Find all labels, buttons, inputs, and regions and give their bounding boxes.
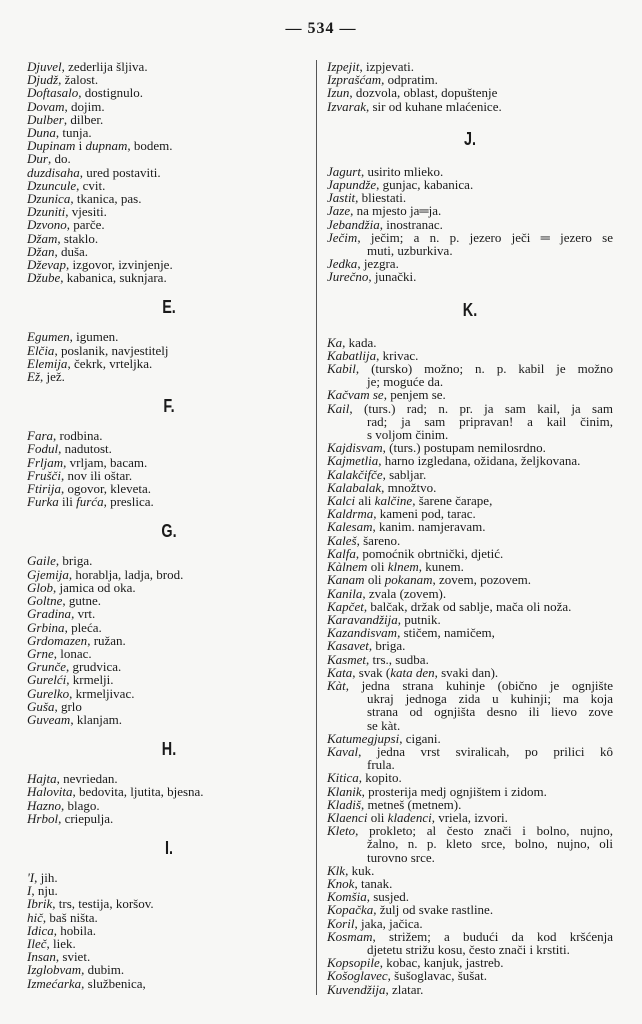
entry-definition: , nadutost.	[58, 441, 112, 457]
entry-definition: , vjesiti.	[65, 204, 107, 220]
entry-headword: Kopsopile	[327, 955, 380, 971]
entry-definition: oli	[364, 572, 385, 588]
entry-headword: Kajmetlia	[327, 453, 379, 469]
entry-definition: , zovem, pozovem.	[432, 572, 532, 588]
section-letter-heading: G.	[161, 521, 177, 542]
entry-definition: , grlo	[54, 698, 82, 714]
entry-definition: , jezgra.	[357, 256, 399, 272]
dictionary-entry	[327, 930, 613, 956]
entry-definition: djetetu strižu kosu, često znači i krstiti.	[367, 941, 570, 957]
entry-definition: , usirito mlieko.	[360, 163, 444, 179]
entry-definition: , vriela, izvori.	[431, 809, 508, 825]
section-letter-heading: H.	[161, 739, 177, 760]
entry-definition: , svaki dan).	[434, 664, 499, 680]
entry-line	[327, 100, 613, 113]
entry-headword: Kuvendžija	[327, 981, 386, 997]
dictionary-entry	[327, 231, 613, 257]
section-letter-heading: F.	[163, 396, 175, 417]
entry-definition: , dozvola, oblast, dopuštenje	[349, 85, 498, 101]
entry-definition: , pomoćnik obrtnički, djetić.	[355, 545, 504, 561]
entry-definition: , žulj od svake rastline.	[373, 902, 494, 918]
entry-definition: , šareno.	[356, 532, 401, 548]
entry-definition: , do.	[47, 151, 71, 167]
entry-definition: , cvit.	[76, 177, 106, 193]
entry-definition: , odpratim.	[381, 72, 438, 88]
entry-headword: Kata	[327, 664, 353, 680]
entry-definition: , nju.	[31, 883, 58, 899]
entry-definition: , službenica,	[81, 975, 146, 991]
entry-definition: , sviet.	[55, 949, 91, 965]
entry-line	[27, 495, 311, 508]
entry-headword: Kàt	[327, 677, 346, 693]
column-divider	[316, 60, 317, 995]
entry-headword: Komšia	[327, 889, 367, 905]
entry-definition: , pleća.	[64, 619, 102, 635]
entry-headword: Dževap	[27, 257, 66, 273]
entry-definition: , kuk.	[345, 862, 375, 878]
entry-headword: Gradina	[27, 606, 72, 622]
entry-headword: kladenci	[387, 809, 432, 825]
entry-headword: Kasmet	[327, 651, 366, 667]
entry-headword: Dovam	[27, 98, 65, 114]
entry-headword: Ež	[27, 369, 40, 385]
entry-definition: , briga.	[368, 638, 406, 654]
entry-definition: , metneš (metnem).	[360, 796, 462, 812]
entry-definition: , množtvo.	[381, 479, 437, 495]
entry-headword: Kasavet	[327, 638, 369, 654]
entry-definition: , prokleto; al često znači i bolno, nujno,	[355, 823, 613, 839]
entry-headword: Jebandžia	[327, 216, 380, 232]
entry-definition: , ječim; a n. p. jezero ječi ═ jezero se	[357, 229, 613, 245]
entry-headword: Dulber	[27, 111, 64, 127]
entry-headword: Kaldrma	[327, 506, 374, 522]
entry-definition: , cigani.	[399, 730, 441, 746]
entry-headword: Glob	[27, 579, 53, 595]
entry-definition: , susjed.	[366, 889, 409, 905]
entry-definition: turovno srce.	[367, 849, 435, 865]
entry-headword: Grdomazen	[27, 632, 88, 648]
entry-definition: žalno, n. p. kleto srce, bolno, nujno, oli	[367, 836, 613, 852]
entry-definition: , ružan.	[87, 632, 126, 648]
entry-headword: Idica	[27, 922, 54, 938]
entry-headword: Klaenci	[327, 809, 368, 825]
entry-headword: furća	[76, 494, 104, 510]
entry-definition: , ured postaviti.	[79, 164, 161, 180]
entry-headword: Kladiš	[327, 796, 361, 812]
entry-definition: , tanak.	[354, 875, 393, 891]
entry-line	[27, 271, 311, 284]
entry-headword: Kalesam	[327, 519, 373, 535]
entry-headword: Kanila	[327, 585, 363, 601]
entry-definition: , sabljar.	[382, 466, 427, 482]
entry-headword: Gurelći	[27, 672, 67, 688]
entry-definition: , zederlija šljiva.	[61, 59, 148, 74]
entry-headword: Gjemija	[27, 566, 69, 582]
entry-definition: , prosterija medj ognjištem i zidom.	[361, 783, 547, 799]
entry-definition: , dojim.	[64, 98, 105, 114]
entry-headword: Egumen	[27, 329, 70, 345]
entry-definition: , dilber.	[63, 111, 104, 127]
dictionary-entry	[327, 679, 613, 732]
entry-definition: , rodbina.	[53, 428, 103, 444]
entry-definition: , (turs.) postupam nemilosrdno.	[382, 440, 546, 456]
entry-definition: , igumen.	[69, 329, 119, 345]
entry-headword: Kleto	[327, 823, 356, 839]
entry-definition: , stičem, namičem,	[397, 625, 495, 641]
entry-definition: oli	[367, 559, 388, 575]
entry-definition: , vrljam, bacam.	[63, 454, 148, 470]
entry-headword: hič	[27, 909, 43, 925]
entry-headword: Kaleš	[327, 532, 357, 548]
entry-headword: Izun	[327, 85, 350, 101]
entry-headword: klnem	[387, 559, 419, 575]
entry-definition: , grudvica.	[66, 659, 122, 675]
entry-headword: Kaval	[327, 743, 359, 759]
dictionary-entry	[327, 100, 613, 113]
entry-definition: , žalost.	[58, 72, 99, 88]
entry-headword: Kalabalak	[327, 479, 382, 495]
entry-definition: , sir od kuhane mlaćenice.	[366, 98, 502, 114]
entry-headword: Gaile	[27, 553, 56, 569]
entry-definition: , izpjevati.	[359, 59, 415, 74]
entry-definition: , kada.	[342, 334, 377, 350]
entry-definition: , criepulja.	[58, 810, 114, 826]
entry-headword: Jurečno	[327, 269, 369, 285]
entry-definition: , šarene čarape,	[412, 493, 493, 509]
entry-definition: i	[75, 138, 86, 154]
dictionary-entry	[27, 370, 311, 383]
entry-headword: Duna	[27, 125, 56, 141]
entry-definition: se kàt.	[367, 717, 401, 733]
entry-definition: , parče.	[66, 217, 105, 233]
entry-definition: , zvala (zovem).	[362, 585, 447, 601]
entry-headword: Knok	[327, 875, 355, 891]
entry-definition: rad; ja sam pripravan! a kail činim,	[367, 413, 613, 429]
section-letter-heading: E.	[162, 297, 176, 318]
dictionary-entry	[27, 271, 311, 284]
entry-definition: , jamica od oka.	[53, 579, 136, 595]
entry-definition: , nevriedan.	[56, 771, 118, 787]
entry-definition: , strižem; a budući da kod kršćenja	[372, 928, 613, 944]
entry-headword: pokanam	[384, 572, 433, 588]
entry-headword: Hazno	[27, 797, 61, 813]
entry-headword: Džam	[27, 230, 58, 246]
entry-definition: , (tursko) možno; n. p. kabil je možno	[355, 361, 613, 377]
entry-definition: , jež.	[40, 369, 65, 385]
dictionary-entry	[27, 871, 311, 884]
entry-headword: Dzvono	[27, 217, 67, 233]
entry-headword: Jedka	[327, 256, 358, 272]
entry-headword: Doftasalo	[27, 85, 79, 101]
entry-definition: , vrt.	[71, 606, 96, 622]
entry-definition: , tunja.	[55, 125, 92, 141]
entry-definition: , kanim. namjeravam.	[372, 519, 486, 535]
entry-headword: Kačvam se	[327, 387, 384, 403]
entry-headword: Ftirija	[27, 481, 61, 497]
entry-headword: Kabil	[327, 361, 356, 377]
entry-headword: Guša	[27, 698, 55, 714]
section-letter-heading: K.	[462, 299, 478, 320]
entry-headword: Grbina	[27, 619, 65, 635]
entry-headword: Klanik	[327, 783, 362, 799]
entry-headword: Kajdisvam	[327, 440, 383, 456]
entry-headword: Izprašćam	[327, 72, 382, 88]
entry-definition: frula.	[367, 757, 395, 773]
entry-headword: Hrbol	[27, 810, 59, 826]
entry-headword: Kosmam	[327, 928, 373, 944]
entry-definition: , kameni pod, tarac.	[373, 506, 476, 522]
entry-headword: Katumegjupsi	[327, 730, 400, 746]
entry-definition: , gunjac, kabanica.	[376, 177, 474, 193]
entry-headword: Djuvel	[27, 59, 62, 74]
entry-definition: , trs, testija, koršov.	[52, 896, 154, 912]
entry-headword: Kabatlija	[327, 347, 377, 363]
right-column	[327, 60, 613, 996]
entry-headword: Hajta	[27, 771, 57, 787]
entry-headword: Kalakčifče	[327, 466, 383, 482]
entry-definition: , dostignulo.	[78, 85, 143, 101]
entry-definition: , svak (	[352, 664, 391, 680]
entry-headword: Furka	[27, 494, 59, 510]
entry-headword: 'I	[27, 869, 35, 885]
entry-line	[327, 983, 613, 996]
entry-headword: kata den	[390, 664, 435, 680]
entry-headword: Kapčet	[327, 598, 364, 614]
entry-definition: , bedovita, ljutita, bjesna.	[72, 784, 204, 800]
entry-headword: Dzuniti	[27, 204, 66, 220]
entry-headword: Dupinam	[27, 138, 76, 154]
entry-line	[27, 370, 311, 383]
entry-definition: , kopito.	[358, 770, 402, 786]
entry-definition: , liek.	[46, 935, 76, 951]
entry-headword: Ibrik	[27, 896, 53, 912]
entry-definition: muti, uzburkiva.	[367, 243, 453, 259]
entry-definition: , putnik.	[397, 611, 441, 627]
entry-headword: Kopačka	[327, 902, 374, 918]
entry-definition: , jedna vrst sviralicah, po prilici kô	[358, 743, 613, 759]
entry-line	[27, 812, 311, 825]
entry-definition: , blago.	[60, 797, 100, 813]
left-column	[27, 60, 311, 990]
entry-line	[27, 713, 311, 726]
entry-headword: Elemija	[27, 355, 68, 371]
entry-definition: , nov ili oštar.	[60, 467, 133, 483]
entry-headword: Jastit	[327, 190, 356, 206]
dictionary-entry	[327, 745, 613, 771]
entry-definition: , bodem.	[127, 138, 173, 154]
entry-headword: Klk	[327, 862, 346, 878]
entry-headword: Kalci	[327, 493, 356, 509]
entry-definition: , kobac, kanjuk, jastreb.	[379, 955, 504, 971]
entry-definition: , zlatar.	[385, 981, 424, 997]
entry-headword: duzdisaha	[27, 164, 80, 180]
entry-headword: Karavandžija	[327, 611, 398, 627]
entry-headword: Elčia	[27, 342, 55, 358]
entry-headword: Džube	[27, 270, 61, 286]
entry-headword: I	[27, 883, 32, 899]
entry-headword: Jaze	[327, 203, 351, 219]
entry-definition: , staklo.	[57, 230, 99, 246]
entry-definition: oli	[367, 809, 388, 825]
entry-headword: Goltne	[27, 593, 63, 609]
entry-line	[27, 977, 311, 990]
entry-headword: Gurelko	[27, 685, 70, 701]
dictionary-entry	[27, 812, 311, 825]
dictionary-entry	[327, 362, 613, 388]
entry-definition: , kabanica, suknjara.	[60, 270, 167, 286]
entry-definition: , dubim.	[81, 962, 125, 978]
entry-headword: Kalfa	[327, 545, 356, 561]
entry-headword: kalčine	[374, 493, 413, 509]
entry-definition: , inostranac.	[379, 216, 443, 232]
entry-headword: dupnam	[85, 138, 128, 154]
entry-headword: Izpejit	[327, 59, 360, 74]
entry-definition: , jaka, jačica.	[354, 915, 423, 931]
entry-definition: , tkanica, pas.	[70, 191, 142, 207]
entry-definition: , šušoglavac, šušat.	[387, 968, 487, 984]
entry-headword: Kail	[327, 400, 350, 416]
entry-definition: , čekrk, vrteljka.	[67, 355, 153, 371]
entry-headword: Dzunica	[27, 191, 71, 207]
entry-definition: , klanjam.	[70, 711, 122, 727]
entry-headword: Izmećarka	[27, 975, 82, 991]
entry-definition: , preslica.	[103, 494, 154, 510]
entry-definition: , penjem se.	[383, 387, 446, 403]
entry-headword: Ka	[327, 334, 343, 350]
entry-headword: Halovita	[27, 784, 73, 800]
entry-definition: , baš ništa.	[42, 909, 98, 925]
entry-definition: , junački.	[368, 269, 417, 285]
entry-headword: Japundže	[327, 177, 377, 193]
entry-definition: , duša.	[54, 243, 89, 259]
entry-definition: , jedna strana kuhinje (obično je ognjište	[345, 677, 613, 693]
dictionary-entry	[27, 713, 311, 726]
entry-definition: , harno izgledana, ožidana, željkovana.	[378, 453, 581, 469]
entry-definition: , lonac.	[53, 645, 92, 661]
entry-definition: ili	[58, 494, 77, 510]
entry-definition: ukraj jednoga zida u kuhinji; ma koja	[367, 691, 613, 707]
entry-headword: Fara	[27, 428, 53, 444]
entry-definition: , briga.	[55, 553, 93, 569]
entry-headword: Izglobvam	[27, 962, 82, 978]
entry-definition: , na mjesto ja═ja.	[350, 203, 442, 219]
entry-headword: Kàlnem	[327, 559, 368, 575]
entry-line	[27, 357, 311, 370]
entry-headword: Dzuncule	[27, 177, 77, 193]
page-number: — 534 —	[285, 20, 357, 37]
entry-headword: Džan	[27, 243, 55, 259]
entry-headword: Ječim	[327, 229, 358, 245]
entry-definition: , gutne.	[62, 593, 102, 609]
dictionary-entry	[27, 495, 311, 508]
entry-definition: , horablja, ladja, brod.	[68, 566, 184, 582]
entry-headword: Djudž	[27, 72, 59, 88]
entry-headword: Koril	[327, 915, 355, 931]
entry-definition: ali	[355, 493, 375, 509]
entry-definition: , (turs.) rad; n. pr. ja sam kail, ja sam	[349, 400, 613, 416]
entry-headword: Ileč	[27, 935, 47, 951]
dictionary-entry	[327, 402, 613, 442]
entry-headword: Frušči	[27, 467, 61, 483]
entry-definition: , kunem.	[418, 559, 464, 575]
dictionary-entry	[327, 824, 613, 864]
entry-definition: , balčak, držak od sablje, mača oli noža.	[363, 598, 572, 614]
entry-definition: , bliestati.	[355, 190, 407, 206]
entry-definition: , ogovor, kleveta.	[60, 481, 152, 497]
section-letter-heading: J.	[463, 128, 476, 149]
entry-headword: Insan	[27, 949, 56, 965]
entry-definition: , jih.	[34, 869, 58, 885]
entry-definition: , izgovor, izvinjenje.	[66, 257, 173, 273]
entry-definition: , krmelji.	[66, 672, 114, 688]
entry-headword: Grne	[27, 645, 54, 661]
dictionary-entry	[27, 977, 311, 990]
entry-definition: , krivac.	[376, 347, 419, 363]
entry-definition: je; moguće da.	[367, 374, 444, 390]
section-letter-heading: I.	[164, 837, 173, 858]
entry-headword: Fodul	[27, 441, 59, 457]
entry-line	[327, 270, 613, 283]
entry-headword: Kitica	[327, 770, 359, 786]
entry-headword: Košoglavec	[327, 968, 388, 984]
entry-headword: Dur	[27, 151, 48, 167]
dictionary-entry	[327, 270, 613, 283]
entry-headword: Kazandisvam	[327, 625, 398, 641]
entry-definition: , hobila.	[53, 922, 96, 938]
entry-definition: , krmeljivac.	[69, 685, 135, 701]
entry-headword: Jagurt	[327, 163, 361, 179]
entry-headword: Izvarak	[327, 98, 366, 114]
dictionary-entry	[327, 983, 613, 996]
entry-definition: strana od ognjišta desno ili lievo zove	[367, 704, 613, 720]
entry-definition: s voljom činim.	[367, 427, 449, 443]
entry-definition: , trs., sudba.	[366, 651, 429, 667]
entry-headword: Guveam	[27, 711, 71, 727]
entry-line	[27, 871, 311, 884]
entry-definition: , poslanik, navjestitelj	[54, 342, 169, 358]
entry-headword: Grunče	[27, 659, 66, 675]
entry-headword: Kanam	[327, 572, 365, 588]
dictionary-entry	[27, 357, 311, 370]
entry-headword: Frljam	[27, 454, 64, 470]
